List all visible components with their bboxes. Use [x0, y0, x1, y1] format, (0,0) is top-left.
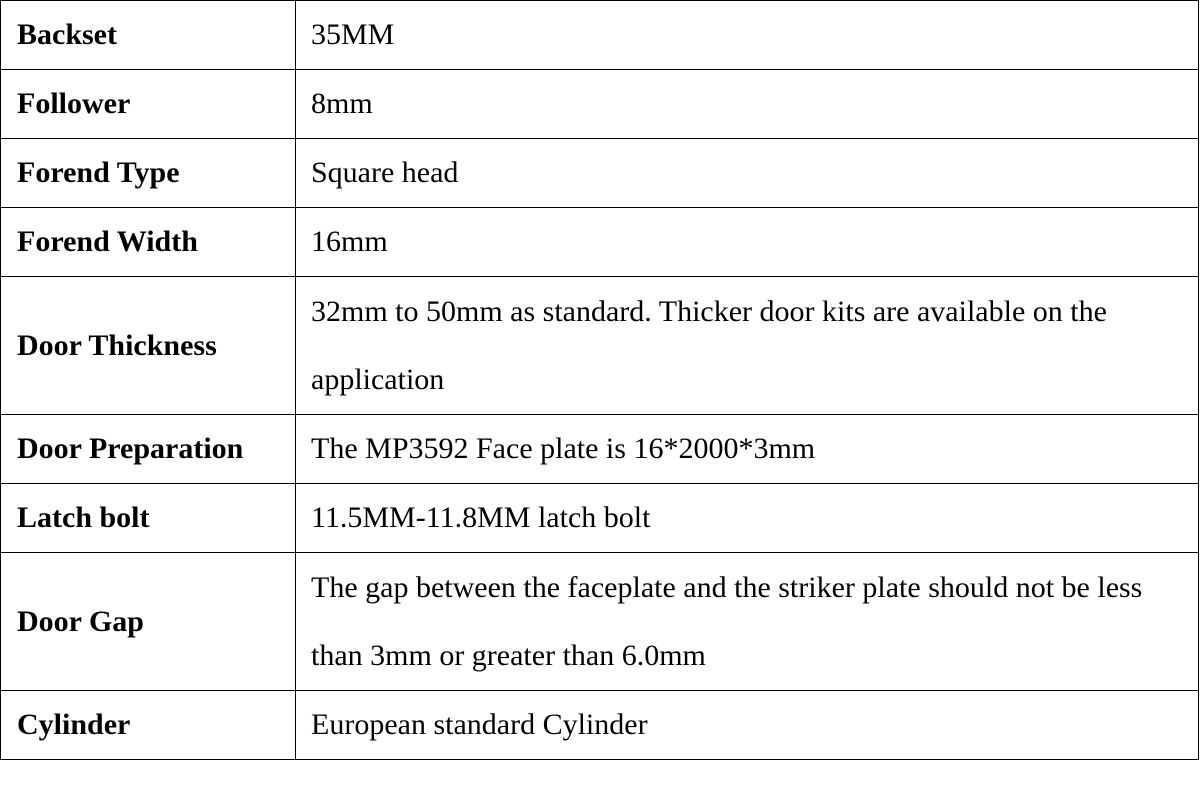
spec-value: European standard Cylinder	[296, 691, 1199, 760]
spec-label: Door Preparation	[1, 415, 296, 484]
spec-label: Door Gap	[1, 553, 296, 691]
spec-label: Forend Type	[1, 139, 296, 208]
table-row-cylinder	[1, 691, 1199, 760]
spec-label: Latch bolt	[1, 484, 296, 553]
table-row-forend-width	[1, 208, 1199, 277]
table-row-backset	[1, 1, 1199, 70]
spec-label: Door Thickness	[1, 277, 296, 415]
spec-label: Forend Width	[1, 208, 296, 277]
spec-value: 8mm	[296, 70, 1199, 139]
table-row-follower	[1, 70, 1199, 139]
table-row-door-thickness	[1, 277, 1199, 415]
spec-label: Cylinder	[1, 691, 296, 760]
spec-label: Backset	[1, 1, 296, 70]
spec-value: Square head	[296, 139, 1199, 208]
table-row-latch-bolt	[1, 484, 1199, 553]
spec-value: 32mm to 50mm as standard. Thicker door kits are available on the application	[296, 277, 1199, 415]
spec-value: 16mm	[296, 208, 1199, 277]
spec-value: The gap between the faceplate and the striker plate should not be less than 3mm or greater than 6.0mm	[296, 553, 1199, 691]
spec-value: 35MM	[296, 1, 1199, 70]
table-row-forend-type	[1, 139, 1199, 208]
spec-value: The MP3592 Face plate is 16*2000*3mm	[296, 415, 1199, 484]
table-row-door-preparation	[1, 415, 1199, 484]
spec-label: Follower	[1, 70, 296, 139]
table-row-door-gap	[1, 553, 1199, 691]
spec-value: 11.5MM-11.8MM latch bolt	[296, 484, 1199, 553]
